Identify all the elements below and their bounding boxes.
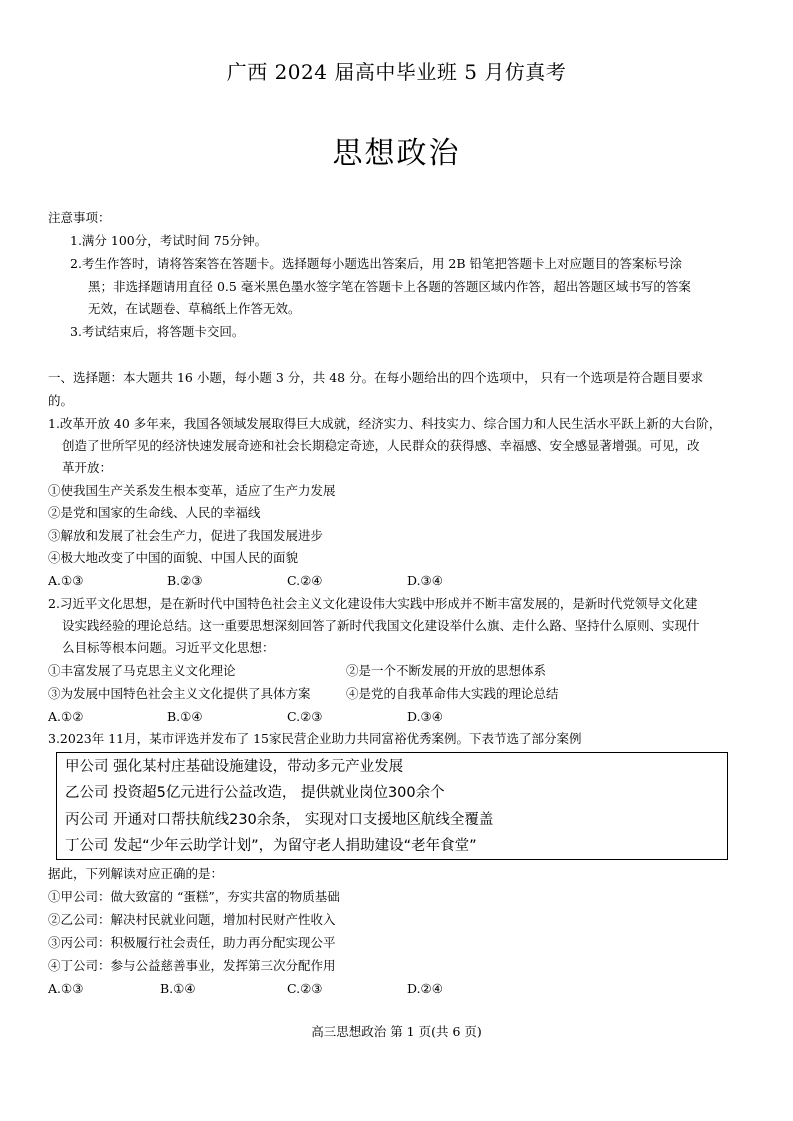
q3-statement: ③丙公司：积极履行社会责任，助力再分配实现公平 bbox=[48, 935, 336, 950]
q1-statement: ③解放和发展了社会生产力，促进了我国发展进步 bbox=[48, 528, 324, 543]
case-table bbox=[56, 752, 728, 860]
section-intro: 的。 bbox=[48, 393, 74, 408]
q2-stem: 设实践经验的理论总结。这一重要思想深刻回答了新时代我国文化建设举什么旗、走什么路、坚持什么原则、实现什 bbox=[62, 618, 700, 633]
q3-statement: ②乙公司：解决村民就业问题，增加村民财产性收入 bbox=[48, 912, 336, 927]
notice-item: 黑；非选择题请用直径 0.5 毫米黑色墨水签字笔在答题卡上各题的答题区域内作答，超出答题区域书写的答案 bbox=[88, 279, 691, 294]
case-row: 丙公司 开通对口帮扶航线230余条， 实现对口支援地区航线全覆盖 bbox=[65, 812, 494, 828]
q3-statement: ④丁公司：参与公益慈善事业，发挥第三次分配作用 bbox=[48, 958, 336, 973]
q2-option-d: D.③④ bbox=[407, 709, 443, 724]
q1-option-d: D.③④ bbox=[407, 573, 443, 588]
q2-statement: ④是党的自我革命伟大实践的理论总结 bbox=[346, 686, 559, 701]
notice-item: 2.考生作答时，请将答案答在答题卡。选择题每小题选出答案后，用 2B 铅笔把答题卡上对应题目的答案标号涂 bbox=[70, 256, 683, 271]
section-intro: 一、选择题：本大题共 16 小题，每小题 3 分，共 48 分。在每小题给出的四个选项中， 只有一个选项是符合题目要求 bbox=[48, 370, 704, 385]
case-row: 乙公司 投资超5亿元进行公益改造， 提供就业岗位300余个 bbox=[65, 785, 445, 801]
q1-statement: ④极大地改变了中国的面貌、中国人民的面貌 bbox=[48, 550, 299, 565]
q3-option-a: A.①③ bbox=[48, 981, 84, 996]
q3-statement: ①甲公司：做大致富的 “蛋糕”，夯实共富的物质基础 bbox=[48, 889, 340, 904]
subject-title: 思想政治 bbox=[332, 136, 461, 171]
q2-stem: 2.习近平文化思想，是在新时代中国特色社会主义文化建设伟大实践中形成并不断丰富发展的，是新时代党领导文化建 bbox=[48, 596, 698, 611]
q3-option-c: C.②③ bbox=[287, 981, 323, 996]
q1-option-a: A.①③ bbox=[48, 573, 84, 588]
q1-stem: 创造了世所罕见的经济快速发展奇迹和社会长期稳定奇迹，人民群众的获得感、幸福感、安全感显著增强。可见，改 bbox=[62, 438, 700, 453]
q2-option-a: A.①② bbox=[48, 709, 84, 724]
q3-option-b: B.①④ bbox=[160, 981, 196, 996]
q1-option-c: C.②④ bbox=[287, 573, 323, 588]
case-row: 甲公司 强化某村庄基础设施建设，带动多元产业发展 bbox=[65, 759, 404, 775]
q1-option-b: B.②③ bbox=[167, 573, 203, 588]
notice-item: 3.考试结束后，将答题卡交回。 bbox=[70, 324, 245, 339]
q1-statement: ①使我国生产关系发生根本变革，适应了生产力发展 bbox=[48, 483, 336, 498]
q2-stem: 么目标等根本问题。习近平文化思想： bbox=[62, 640, 275, 655]
page-footer: 高三思想政治 第 1 页(共 6 页) bbox=[311, 1024, 482, 1039]
q2-statement: ②是一个不断发展的开放的思想体系 bbox=[346, 663, 547, 678]
q2-option-c: C.②③ bbox=[287, 709, 323, 724]
q1-stem: 1.改革开放 40 多年来，我国各领域发展取得巨大成就，经济实力、科技实力、综合国力和人民生活水平跃上新的大台阶， bbox=[48, 416, 722, 431]
notice-item: 1.满分 100分，考试时间 75分钟。 bbox=[70, 233, 268, 248]
q2-statement: ③为发展中国特色社会主义文化提供了具体方案 bbox=[48, 686, 311, 701]
q3-stem: 3.2023年 11月，某市评选并发布了 15家民营企业助力共同富裕优秀案例。下表节选了部分案例 bbox=[48, 731, 582, 746]
exam-header-title: 广西 2024 届高中毕业班 5 月仿真考 bbox=[226, 60, 567, 84]
q3-option-d: D.②④ bbox=[407, 981, 443, 996]
q2-statement: ①丰富发展了马克思主义文化理论 bbox=[48, 663, 236, 678]
q1-stem: 革开放： bbox=[62, 460, 113, 475]
q3-prompt: 据此，下列解读对应正确的是： bbox=[48, 866, 224, 881]
notice-item: 无效，在试题卷、草稿纸上作答无效。 bbox=[88, 301, 301, 316]
q1-statement: ②是党和国家的生命线、人民的幸福线 bbox=[48, 505, 261, 520]
case-row: 丁公司 发起“少年云助学计划”，为留守老人捐助建设“老年食堂” bbox=[65, 838, 477, 854]
q2-option-b: B.①④ bbox=[167, 709, 203, 724]
notice-heading: 注意事项： bbox=[48, 210, 111, 225]
